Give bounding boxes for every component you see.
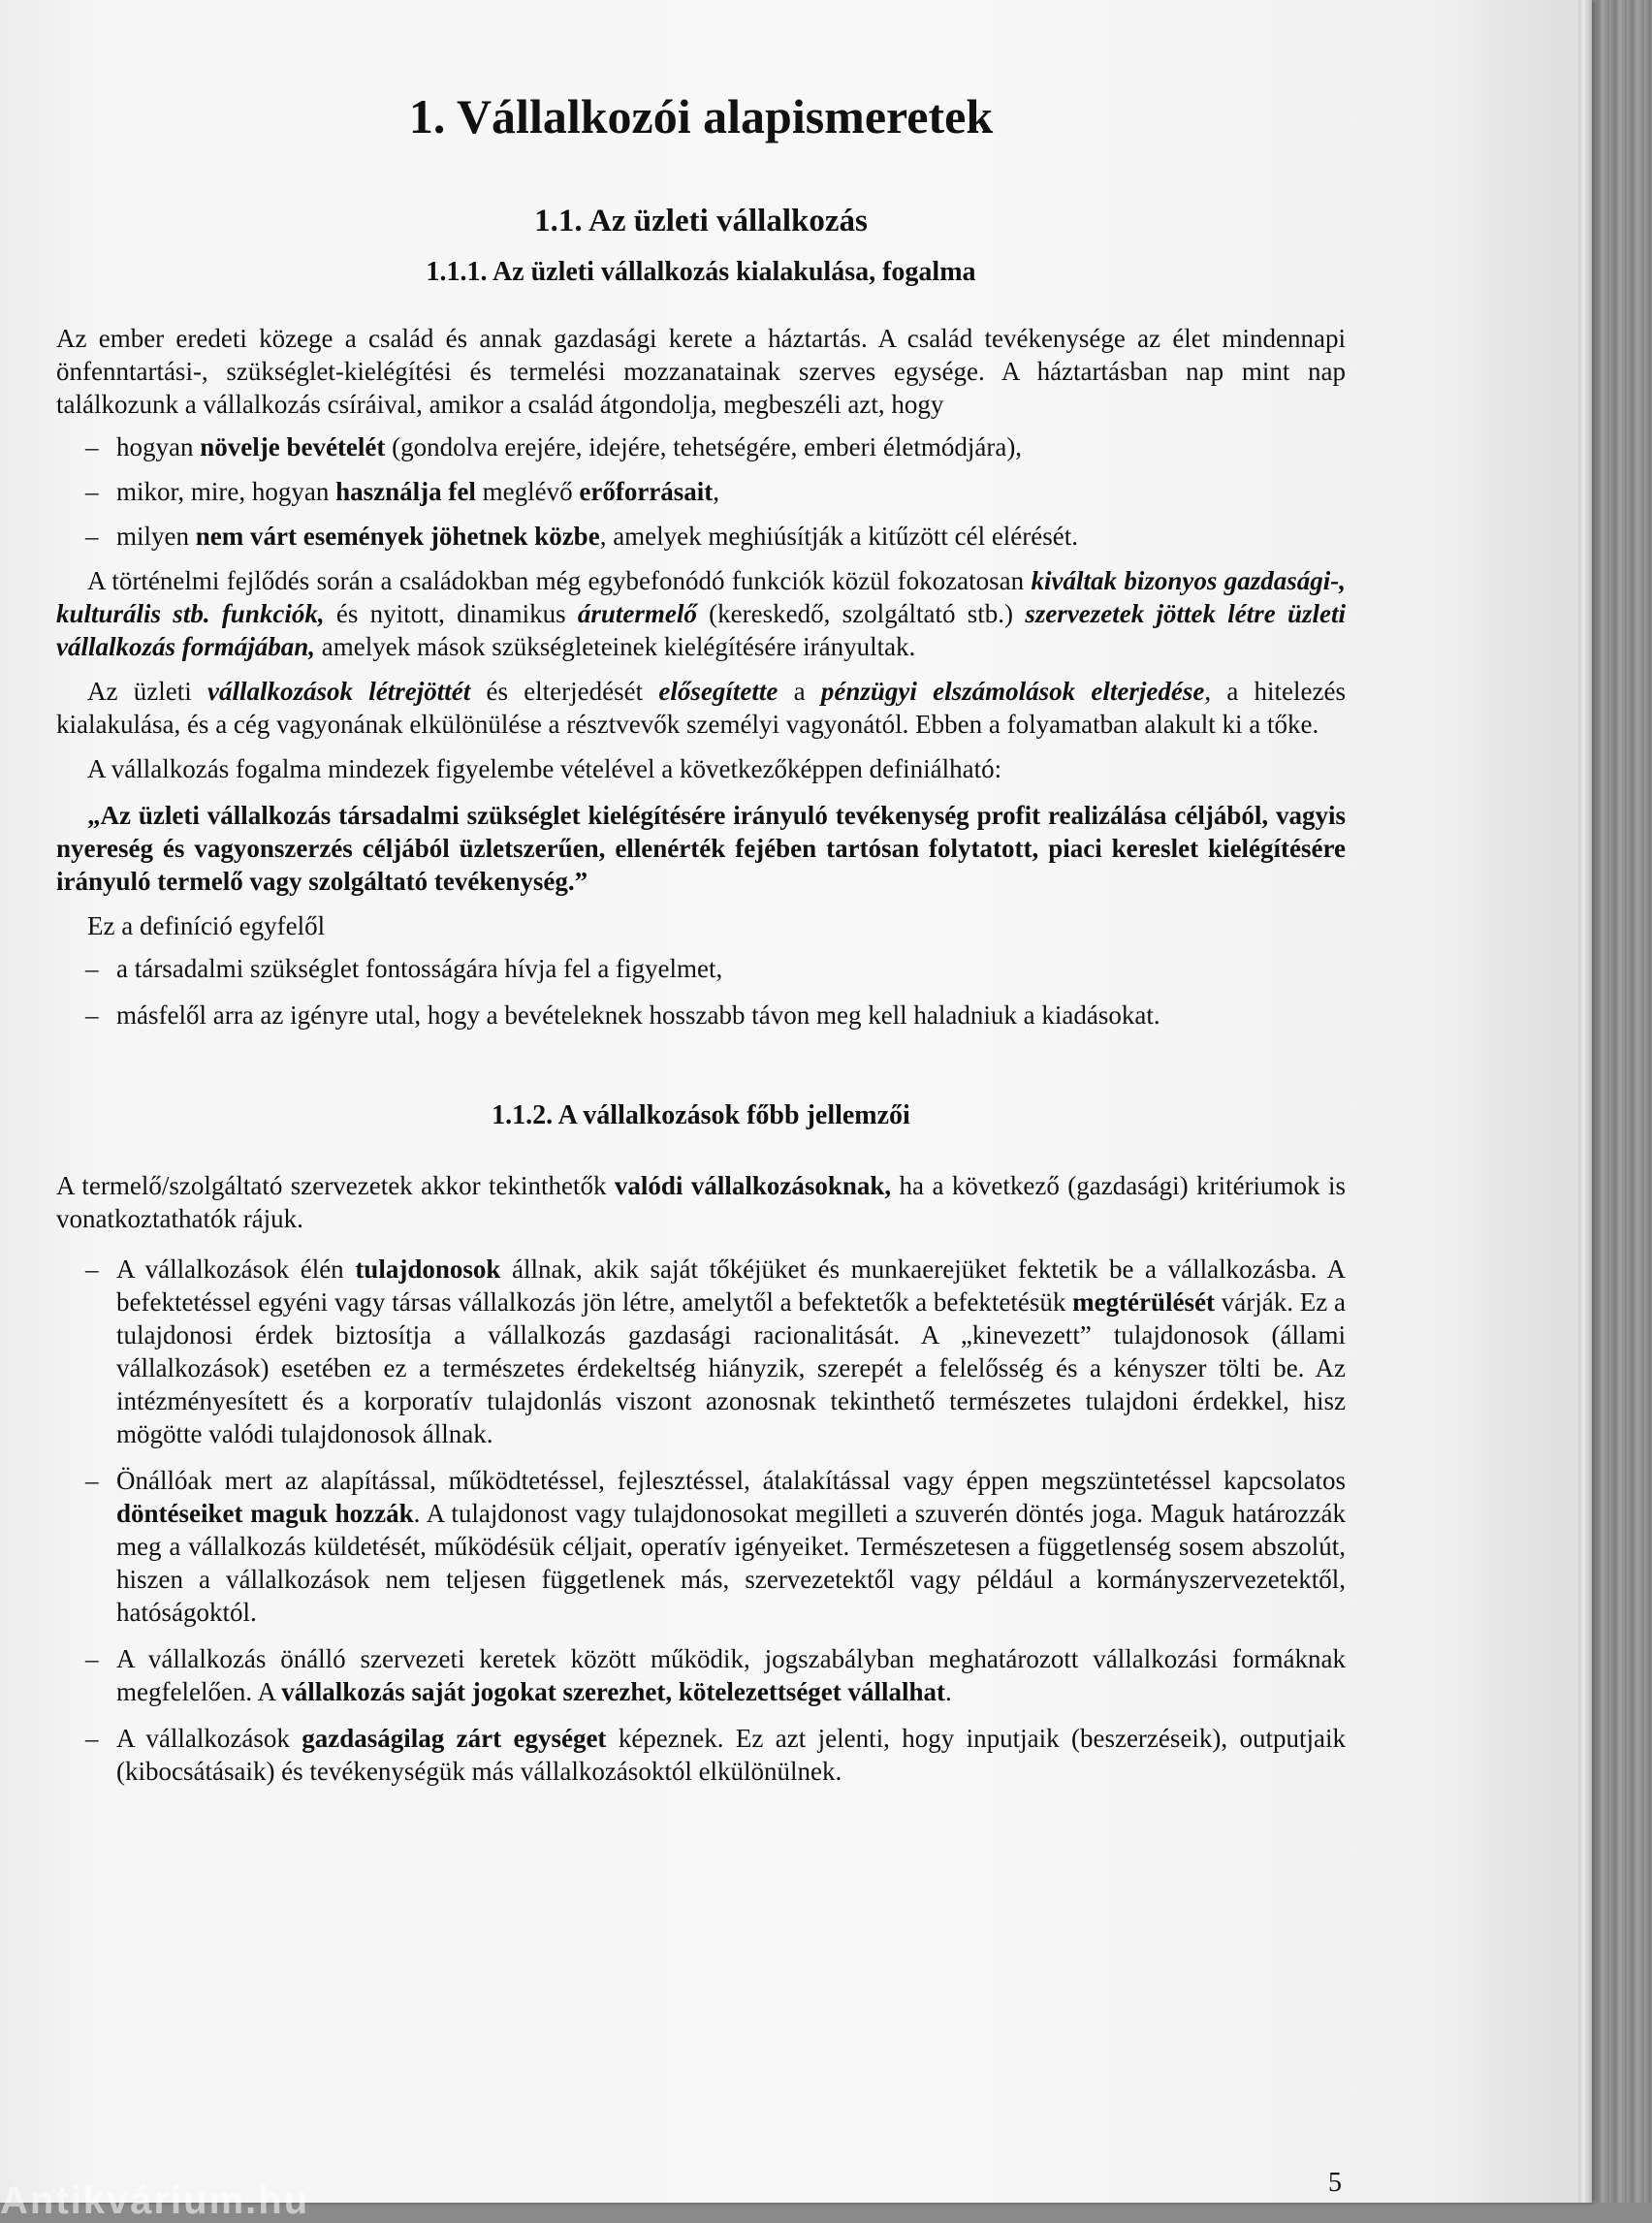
page-edge [1578,0,1592,2203]
list-item: – A vállalkozások élén tulajdonosok állnak, akik saját tőkéjüket és munkaerejüket fektetik be a vállalkozásba. A befektetéssel egyéni vagy társas vállalkozás jön létre, amelytől a befektetők a befektetésük megtérülését várják. Ez a tulajdonosi érdek biztosítja a vállalkozás gazdasági racionalitását. A „kinevezett” tulajdonosok (állami vállalkozások) esetében ez a természetes érdekeltség hiányzik, szerepét a felelősség és a kényszer tölti be. Az intézményesített és a korporatív tulajdonlás viszont azonosnak tekinthető természetes tulajdoni érdekkel, hisz mögötte valódi tulajdonosok állnak. [56,1253,1346,1450]
list-item: – milyen nem várt események jöhetnek közbe, amelyek meghiúsítják a kitűzött cél elérését. [56,520,1346,553]
list-item: – A vállalkozás önálló szervezeti keretek között működik, jogszabályban meghatározott vállalkozási formáknak megfelelően. A vállalkozás saját jogokat szerezhet, kötelezettséget vállalhat. [56,1642,1346,1708]
list-household-questions [56,430,1346,553]
paragraph-intro: Az ember eredeti közege a család és annak gazdasági kerete a háztartás. A család tevékenysége az élet mindennapi önfenntartási-, szükséglet-kielégítési és termelési mozzanatainak szerves egysége. A háztartásban nap mint nap találkozunk a vállalkozás csíráival, amikor a család átgondolja, megbeszéli azt, hogy [56,324,1346,419]
list-item: – hogyan növelje bevételét (gondolva erejére, idejére, tehetségére, emberi életmódjára), [56,430,1346,463]
list-definition-aspects [56,952,1346,1032]
page-content [56,68,1346,1801]
definition-quote: „Az üzleti vállalkozás társadalmi szükséglet kielégítésére irányuló tevékenység profit realizálása céljából, vagyis nyereség és vagyonszerzés céljából üzletszerűen, ellenérték fejében tartósan folytatott, piaci kereslet kielégítésére irányuló termelő vagy szolgáltató tevékenység.” [56,801,1346,896]
paragraph-criteria-intro: A termelő/szolgáltató szervezetek akkor tekinthetők valódi vállalkozásoknak, ha a következő (gazdasági) kritériumok is vonatkoztathatók rájuk. [56,1171,1346,1233]
paragraph-spread: Az üzleti vállalkozások létrejöttét és elterjedését elősegítette a pénzügyi elszámolások elterjedése, a hitelezés kialakulása, és a cég vagyonának elkülönülése a résztvevők személyi vagyonától. Ebben a folyamatban alakult ki a tőke. [56,677,1346,739]
paragraph-history: A történelmi fejlődés során a családokban még egybefonódó funkciók közül fokozatosan kiváltak bizonyos gazdasági-, kulturális stb. funkciók, és nyitott, dinamikus árutermelő (kereskedő, szolgáltató stb.) szervezetek jöttek létre üzleti vállalkozás formájában, amelyek mások szükségleteinek kielégítésére irányultak. [56,566,1347,661]
list-item: – a társadalmi szükséglet fontosságára hívja fel a figyelmet, [56,952,1346,985]
page-number: 5 [1328,2168,1342,2198]
section-title: 1.1. Az üzleti vállalkozás [534,204,868,238]
chapter-title: 1. Vállalkozói alapismeretek [408,89,994,143]
watermark-logo: Antikvárium.hu [0,2179,310,2222]
list-item: – A vállalkozások gazdaságilag zárt egységet képeznek. Ez azt jelenti, hogy inputjaik (beszerzéseik), outputjaik (kibocsátásaik) és tevékenységük más vállalkozásoktól elkülönülnek. [56,1722,1346,1788]
subsection-title-1: 1.1.1. Az üzleti vállalkozás kialakulása, fogalma [426,257,976,287]
background-surface [1592,0,1652,2203]
list-criteria [56,1253,1346,1788]
list-item: – másfelől arra az igényre utal, hogy a bevételeknek hosszabb távon meg kell haladniuk a kiadásokat. [56,999,1346,1032]
paragraph-definition-intro: A vállalkozás fogalma mindezek figyelembe vételével a következőképpen definiálható: [87,754,1002,783]
list-item: – Önállóak mert az alapítással, működtetéssel, fejlesztéssel, átalakítással vagy éppen megszüntetéssel kapcsolatos döntéseiket maguk hozzák. A tulajdonost vagy tulajdonosokat megilleti a szuverén döntés joga. Maguk határozzák meg a vállalkozás küldetését, működésük céljait, operatív igényeiket. Természetesen a függetlenség sosem abszolút, hiszen a vállalkozások nem teljesen függetlenek más, szervezetektől vagy például a kormányszervezetektől, hatóságoktól. [56,1464,1346,1629]
subsection-title-2: 1.1.2. A vállalkozások főbb jellemzői [492,1100,910,1130]
paragraph-definition-note: Ez a definíció egyfelől [87,911,326,940]
list-item: – mikor, mire, hogyan használja fel meglévő erőforrásait, [56,475,1346,508]
